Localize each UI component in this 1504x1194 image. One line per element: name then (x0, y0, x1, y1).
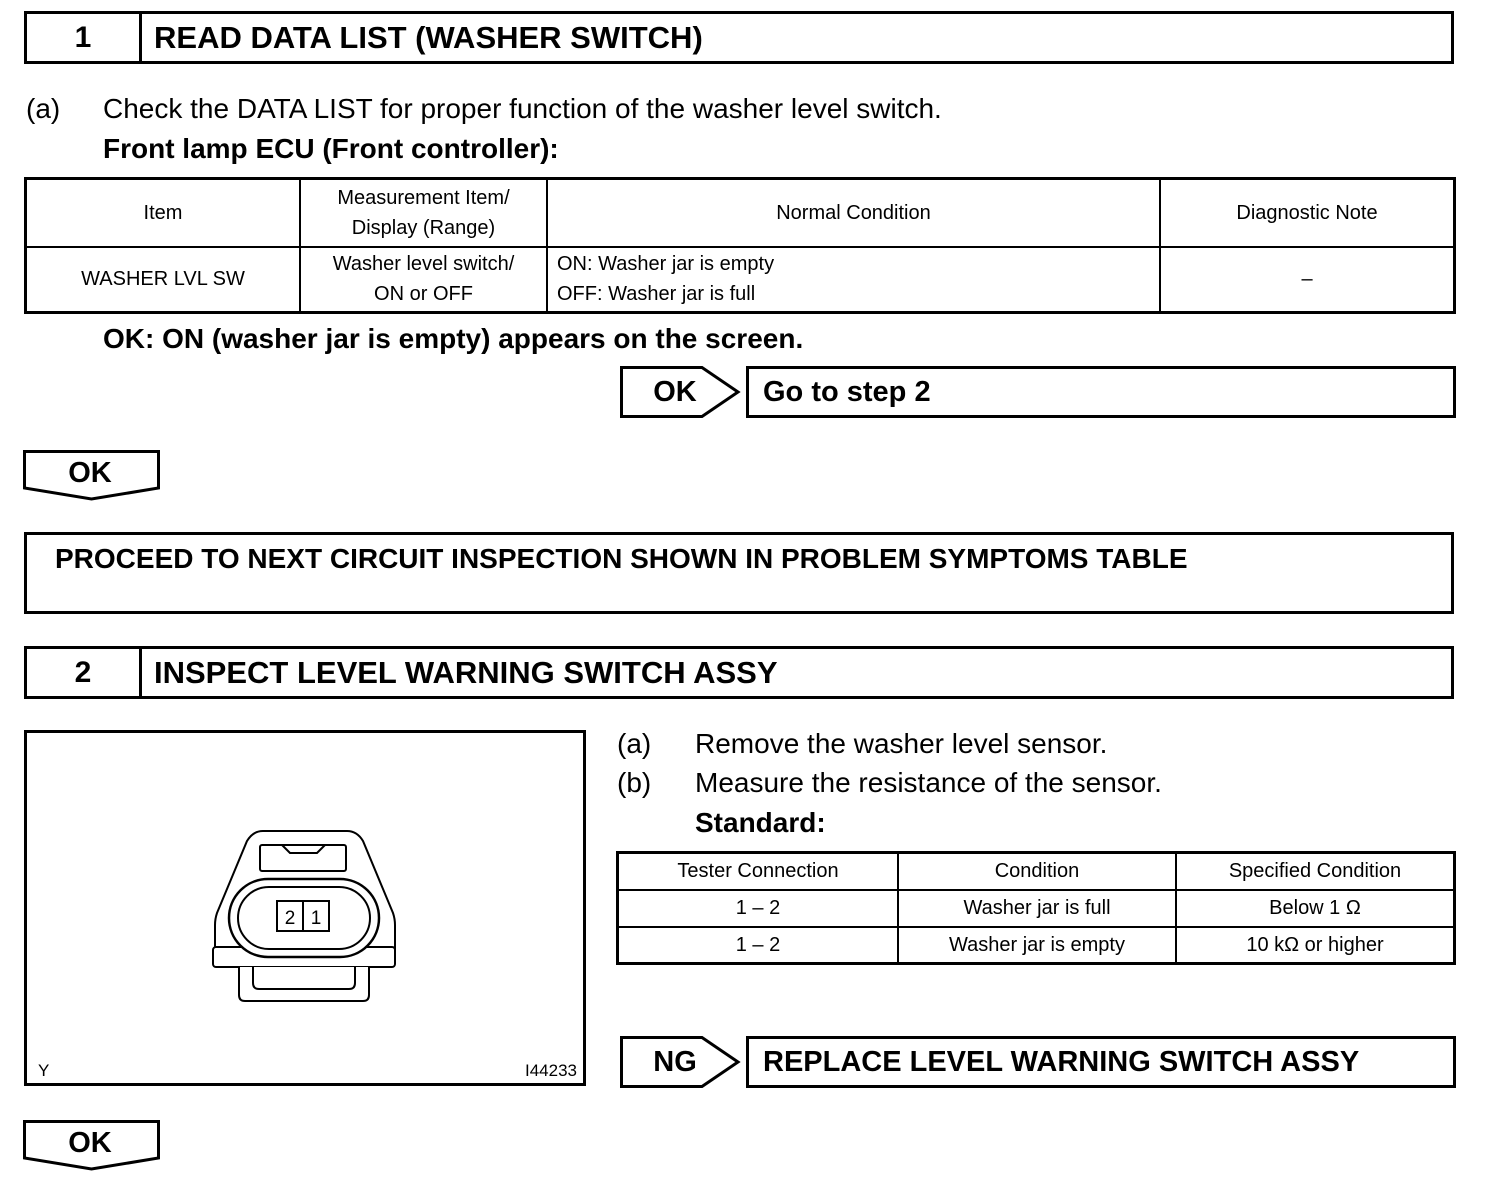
header-measurement-line2: Display (Range) (351, 216, 496, 239)
cell-specified-condition: 10 kΩ or higher (1176, 927, 1455, 964)
cell-tester-connection: 1 – 2 (618, 927, 899, 964)
pin-2-label: 2 (284, 908, 296, 929)
table-header-row (26, 179, 1455, 247)
corner-code: Y (38, 1061, 50, 1080)
ok-result-label: OK (653, 375, 697, 408)
instruction-b-marker: (b) (617, 767, 652, 798)
cell-specified-condition: Below 1 Ω (1176, 890, 1455, 927)
proceed-box: PROCEED TO NEXT CIRCUIT INSPECTION SHOWN IN PROBLEM SYMPTOMS TABLE (24, 532, 1454, 614)
header-specified-condition: Specified Condition (1176, 853, 1455, 890)
table-header-row (618, 853, 1455, 890)
connector-illustration (24, 730, 586, 1086)
cell-normal-line1: ON: Washer jar is empty (557, 253, 775, 276)
ng-result-label: NG (653, 1045, 697, 1078)
header-measurement (300, 179, 547, 247)
cell-condition: Washer jar is full (898, 890, 1176, 927)
subheading: Front lamp ECU (Front controller): (103, 133, 559, 164)
ok-down-label: OK (68, 1126, 112, 1159)
header-normal: Normal Condition (547, 179, 1160, 247)
cell-item: WASHER LVL SW (26, 247, 301, 313)
step-number: 1 (27, 14, 142, 61)
figure-id: I44233 (525, 1061, 577, 1080)
standard-table (616, 851, 1456, 965)
header-measurement-line1: Measurement Item/ (337, 186, 510, 209)
go-to-step-2-box: Go to step 2 (746, 366, 1456, 418)
header-condition: Condition (898, 853, 1176, 890)
cell-measurement-line2: ON or OFF (374, 283, 473, 306)
table-row (26, 247, 1455, 313)
ok-statement: OK: ON (washer jar is empty) appears on the screen. (103, 323, 804, 354)
step-title: INSPECT LEVEL WARNING SWITCH ASSY (154, 654, 778, 690)
step-2-header (24, 646, 1454, 699)
standard-label: Standard: (695, 807, 826, 838)
step-title: READ DATA LIST (WASHER SWITCH) (154, 19, 703, 55)
instruction-text: Check the DATA LIST for proper function of the washer level switch. (103, 93, 942, 124)
header-tester-connection: Tester Connection (618, 853, 899, 890)
cell-normal-line2: OFF: Washer jar is full (557, 283, 756, 306)
pin-1-label: 1 (310, 908, 322, 929)
instruction-a-text: Remove the washer level sensor. (695, 728, 1108, 759)
instruction-b-text: Measure the resistance of the sensor. (695, 767, 1162, 798)
instruction-marker: (a) (26, 93, 61, 124)
header-item: Item (26, 179, 301, 247)
header-note: Diagnostic Note (1160, 179, 1455, 247)
replace-switch-box: REPLACE LEVEL WARNING SWITCH ASSY (746, 1036, 1456, 1088)
cell-condition: Washer jar is empty (898, 927, 1176, 964)
step-number: 2 (27, 649, 142, 696)
cell-note: – (1160, 247, 1455, 313)
connector-drawing (27, 733, 583, 1083)
ok-down-label: OK (68, 456, 112, 489)
instruction-a-marker: (a) (617, 728, 652, 759)
cell-measurement-line1: Washer level switch/ (332, 253, 515, 276)
cell-measurement (300, 247, 547, 313)
data-list-table (24, 177, 1456, 314)
table-row (618, 927, 1455, 964)
step-1-header (24, 11, 1454, 64)
cell-tester-connection: 1 – 2 (618, 890, 899, 927)
table-row (618, 890, 1455, 927)
cell-normal (547, 247, 1160, 313)
